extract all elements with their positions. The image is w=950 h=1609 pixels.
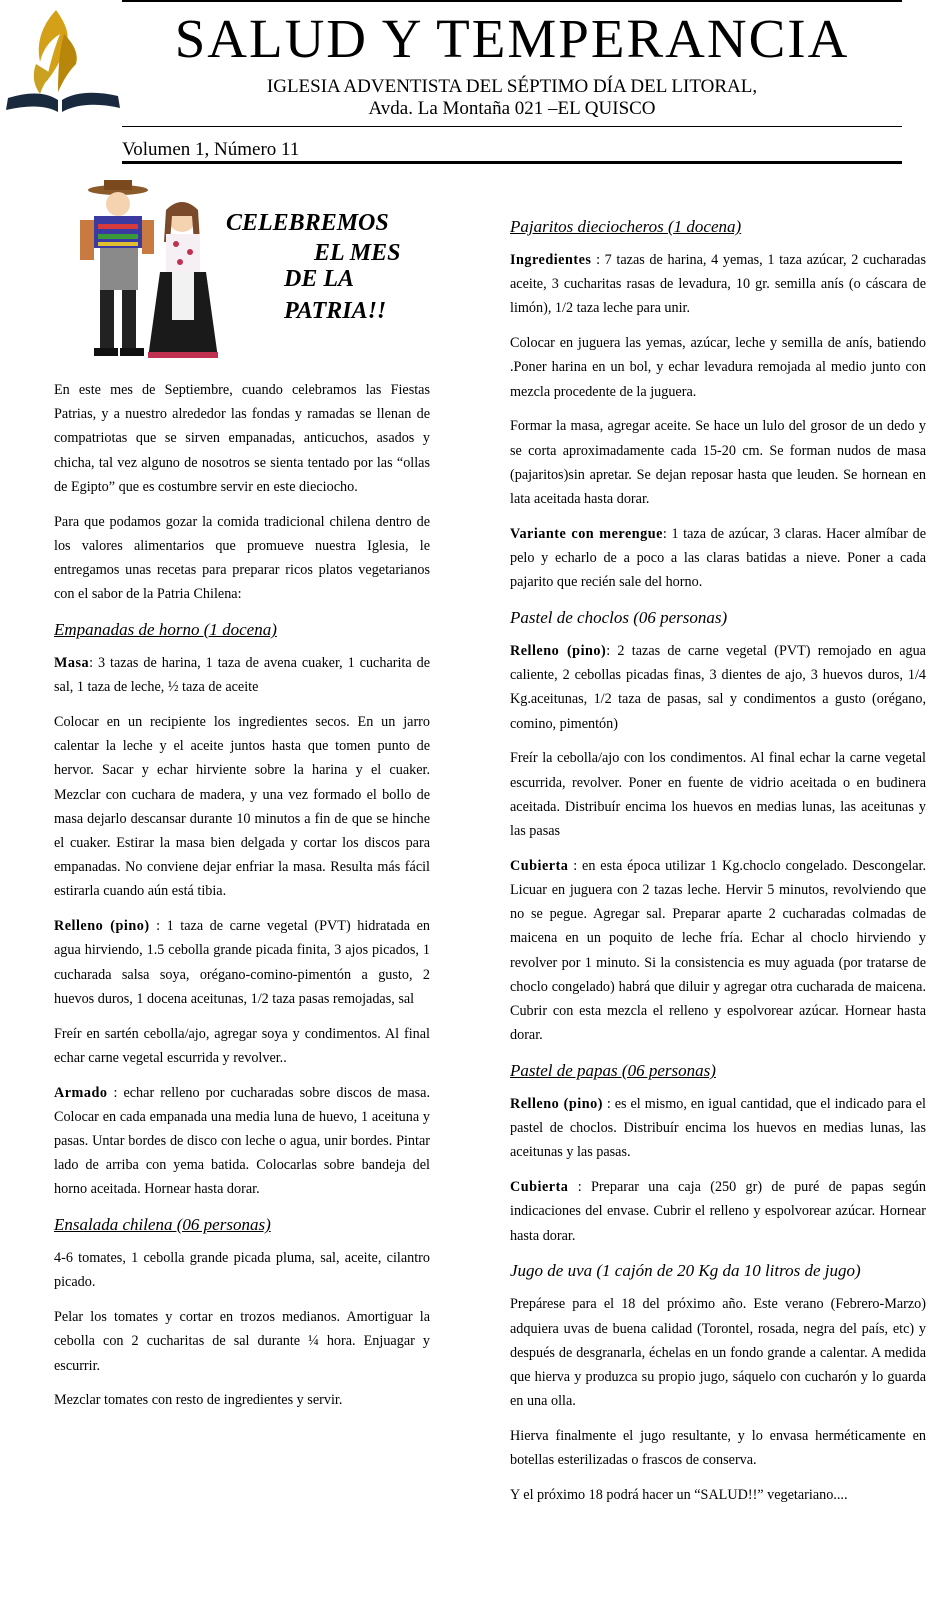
left-column [54,378,430,1423]
relleno-ingredients: Relleno (pino) : 1 taza de carne vegetal (PVT) hidratada en agua hirviendo, 1.5 cebolla grande picada finita, 3 ajos picados, 1 cucharada salsa soya, orégano-comino-pimentón a gusto, 2 huevos duros, 1 docena aceitunas, 1/2 taza pasas remojadas, sal [54,918,430,1007]
masa-steps: Colocar en un recipiente los ingredientes secos. En un jarro calentar la leche y el aceite juntos hasta que tomen punto de hervor. Sacar y echar hirviente sobre la harina y el cuaker. Mezclar con cuchara de madera, y una vez formado el bollo de masa dejarlo descansar durante 10 minutos a fin de que se hinche el cuaker. Estirar la masa bien delgada y cortar los discos para empanadas. No conviene dejar enfriar la masa. Resulta más fácil estirarla cuando aún está tibia. [54,714,430,900]
papas-cubierta: Cubierta : Preparar una caja (250 gr) de puré de papas según indicaciones del envase. Cubrir el relleno y espolvorear azúcar. Hornear hasta dorar. [510,1179,926,1244]
variante-merengue: Variante con merengue: 1 taza de azúcar, 3 claras. Hacer almíbar de pelo y echarlo de a poco a las claras batidas a nieve. Poner a cada pajarito que recién sale del horno. [510,525,926,591]
ingredientes-label: Ingredientes [510,252,592,268]
church-address: Avda. La Montaña 021 –EL QUISCO [368,98,656,119]
pajaritos-step: Colocar en juguera las yemas, azúcar, leche y semilla de anís, batiendo .Poner harina en un bol, y echar levadura remojada al medio junto con mezcla procedente de la juguera. [510,335,926,400]
recipe-title-jugo: Jugo de uva (1 cajón de 20 Kg da 10 litros de jugo) [510,1261,861,1281]
papas-relleno-label: Relleno (pino) [510,1096,603,1113]
newsletter-title: SALUD Y TEMPERANCIA [174,8,850,69]
church-logo [0,4,122,116]
masa-label: Masa [54,655,90,672]
jugo-step: Hierva finalmente el jugo resultante, y lo envasa herméticamente en botellas esterilizadas o frascos de conserva. [510,1428,926,1469]
closing-line: Y el próximo 18 podrá hacer un “SALUD!!” vegetariano.... [510,1487,848,1504]
pajaritos-step: Formar la masa, agregar aceite. Se hace un lulo del grosor de un dedo y se corta aproximadamente cada 15-20 cm. Se forman nudos de masa (pajaritos)sin apretar. Se dejan reposar hasta que leuden. Se hornean en lata aceitada hasta dorar. [510,418,926,508]
choclos-relleno: Relleno (pino): 2 tazas de carne vegetal (PVT) remojado en agua caliente, 2 cebollas picadas finas, 3 dientes de ajo, 3 huevos duros, 1/4 Kg.aceitunas, 1/2 taza de pasas, sal y condimentos a gusto (orégano, comino, pimentón) [510,643,926,732]
recipe-title-choclos: Pastel de choclos (06 personas) [510,608,728,628]
headline-line: CELEBREMOS [226,210,389,236]
headline [226,208,400,326]
headline-line: EL MES [314,240,401,266]
intro-paragraph: Para que podamos gozar la comida tradicional chilena dentro de los valores alimentarios que promueve nuestra Iglesia, le entregamos unas recetas para preparar ricos platos vegetarianos con el sabor de la Patria Chilena: [54,513,430,603]
papas-relleno: Relleno (pino) : es el mismo, en igual cantidad, que el indicado para el pastel de choclos. Distribuír encima los huevos en medias lunas, las aceitunas y las pasas. [510,1096,926,1161]
headline-line: PATRIA!! [284,298,387,324]
headline-line: DE LA [284,266,355,292]
choclos-cubierta: Cubierta : en esta época utilizar 1 Kg.choclo congelado. Descongelar. Licuar en juguera con 2 tazas leche. Hervir 5 minutos, revolviendo que no se pegue. Agregar sal. Preparar aparte 2 cucharadas colmadas de maicena en un poquito de leche fría. Echar al choclo hirviendo y revolver por 1 minuto. Si la consistencia es muy aguada (por tratarse de choclo congelado) habrá que diluir y agregar otra cucharada de maicena. Cubrir con esta mezcla el relleno y espolvorear azúcar. Hornear hasta dorar. [510,857,926,1044]
top-rule [122,0,902,2]
header-rule-thin [122,126,902,127]
ensalada-ingredients: 4-6 tomates, 1 cebolla grande picada pluma, sal, aceite, cilantro picado. [54,1250,430,1291]
ensalada-steps: Pelar los tomates y cortar en trozos medianos. Amortiguar la cebolla con 2 cucharitas de sal durante ¼ hora. Enjuagar y escurrir. [54,1309,430,1374]
intro-paragraph: En este mes de Septiembre, cuando celebramos las Fiestas Patrias, y a nuestro alrededor las fondas y ramadas se llenan de compatriotas que se sirven empanadas, anticuchos, asados y chicha, tal vez alguno de nosotros se sienta tentado por las “ollas de Egipto” que es costumbre servir en este dieciocho. [54,382,430,495]
relleno-label: Relleno (pino) [54,918,150,935]
pajaritos-ingredients: Ingredientes : 7 tazas de harina, 4 yemas, 1 taza azúcar, 2 cucharadas aceite, 3 cucharitas rasas de levadura, 10 gr. semilla anís (o cáscara de limón), 1/2 taza leche para unir. [510,252,926,317]
armado-label: Armado [54,1084,108,1101]
papas-cubierta-label: Cubierta [510,1179,569,1196]
masa-ingredients: Masa: 3 tazas de harina, 1 taza de avena cuaker, 1 cucharita de sal, 1 taza de leche, ½ taza de aceite [54,655,430,696]
recipe-title-pajaritos: Pajaritos dieciocheros (1 docena) [510,217,742,236]
armado-steps: Armado : echar relleno por cucharadas sobre discos de masa. Colocar en cada empanada una media luna de huevo, 1 aceituna y pasas. Untar bordes de disco con leche o agua, unir bordes. Pintar lado de arriba con yema batida. Colocarlas sobre bandeja del horno aceitada. Hornear hasta dorar. [54,1084,430,1198]
volume-number: Volumen 1, Número 11 [122,139,300,160]
choclos-steps: Freír la cebolla/ajo con los condimentos. Al final echar la carne vegetal escurrida, revolver. Poner en fuente de vidrio aceitada o en budinera aceitada. Distribuír encima los huevos en medias lunas, las aceitunas y las pasas [510,750,926,840]
choclos-relleno-label: Relleno (pino) [510,643,607,660]
recipe-title-empanadas: Empanadas de horno (1 docena) [54,620,277,640]
ensalada-final: Mezclar tomates con resto de ingredientes y servir. [54,1392,343,1409]
jugo-step: Prepárese para el 18 del próximo año. Este verano (Febrero-Marzo) adquiera uvas de buena calidad (Torontel, rosada, negra del país, etc) y después de desgranarla, échelas en un fondo grande a calentar. A medida que hierva y produzca su propio jugo, sáquelo con cucharón y lo guarda en una olla. [510,1296,926,1410]
cubierta-label: Cubierta [510,857,569,874]
recipe-title-ensalada: Ensalada chilena (06 personas) [54,1215,271,1235]
header-rule-thick [122,161,902,164]
relleno-steps: Freír en sartén cebolla/ajo, agregar soya y condimentos. Al final echar carne vegetal escurrida y revolver.. [54,1025,430,1066]
right-column [510,214,926,1518]
church-name: IGLESIA ADVENTISTA DEL SÉPTIMO DÍA DEL LITORAL, [266,76,758,97]
huaso-couple-illustration [72,180,222,370]
variante-label: Variante con merengue [510,525,663,542]
recipe-title-papas: Pastel de papas (06 personas) [510,1061,716,1081]
